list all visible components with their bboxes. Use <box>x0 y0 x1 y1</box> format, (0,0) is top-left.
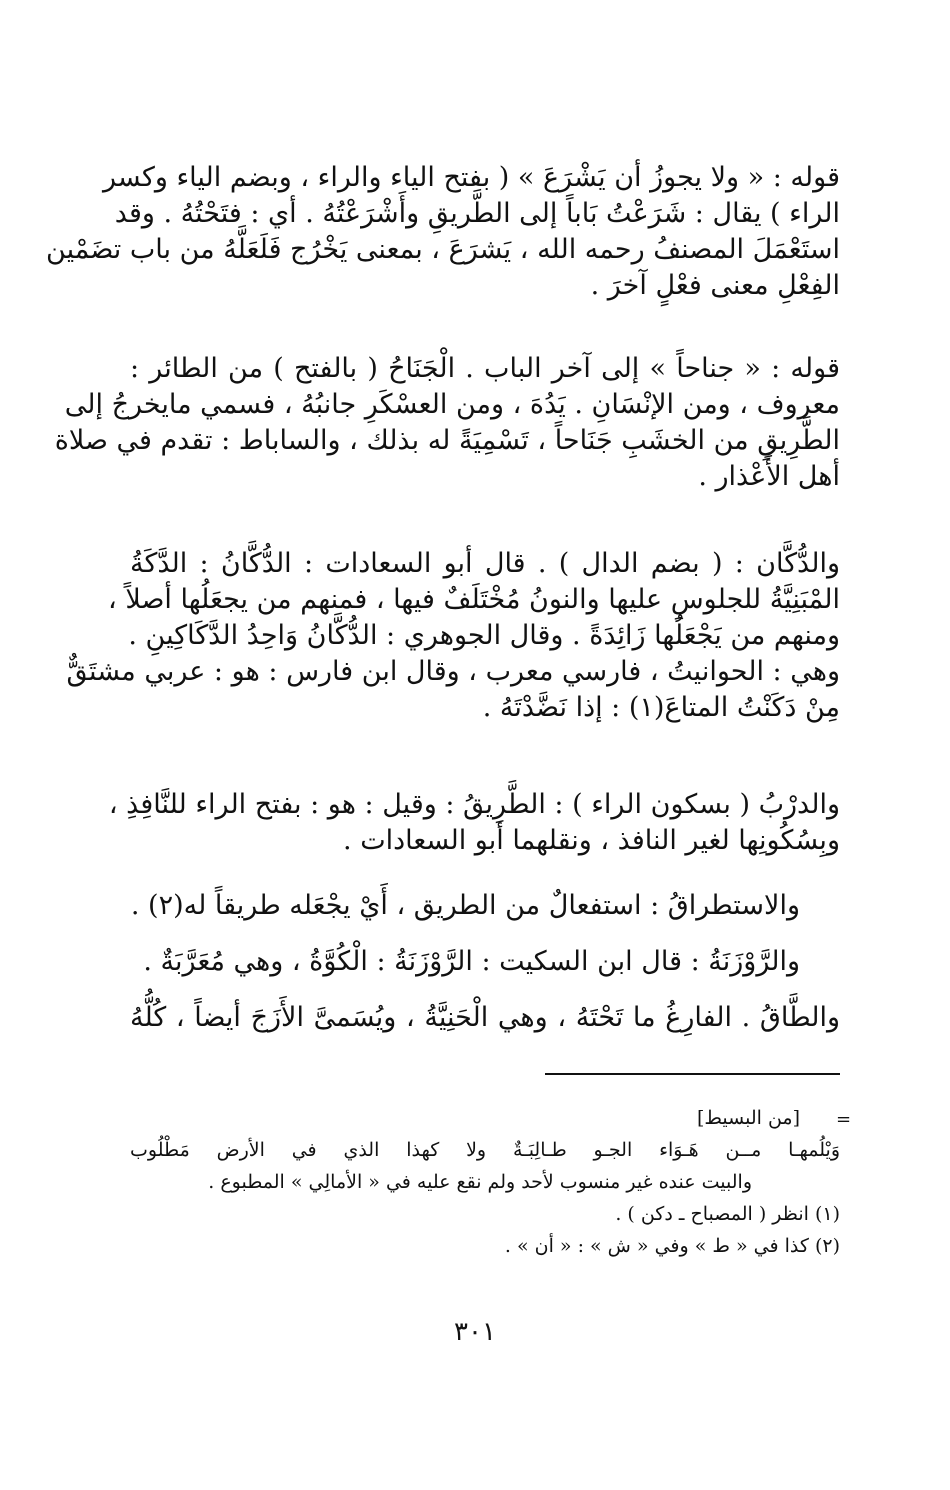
text-line: مِنْ دَكَنْتُ المتاعَ(١) : إذا نَضَّدْتَهُ . <box>482 692 840 723</box>
text-line: والاستطراقُ : استفعالٌ من الطريق ، أَيْ يجْعَله طريقاً له(٢) . <box>130 890 800 921</box>
text-line: والدرْبُ ( بسكون الراء ) : الطَّرِيقُ : وقيل : هو : بفتح الراء للنَّافِذِ ، <box>108 789 840 820</box>
footnote-continuation-marker: = <box>836 1109 852 1130</box>
footnotes <box>130 1102 840 1262</box>
text-line: قوله : « ولا يجوزُ أن يَشْرَعَ » ( بفتح الياء والراء ، وبضم الياء وكسر <box>102 162 840 193</box>
paragraph-rawzana <box>130 944 840 980</box>
text-line: معروف ، ومن الإنْسَانِ . يَدُهَ ، ومن العسْكَرِ جانبُهُ ، فسمي مايخرجُ إلى <box>64 389 840 420</box>
footnote-separator <box>545 1073 840 1075</box>
footnote-meter-label: [من البسيط] <box>696 1107 800 1129</box>
paragraph-istitraq <box>130 888 840 924</box>
text-line: وهي : الحوانيتُ ، فارسي معرب ، وقال ابن فارس : هو : عربي مشتَقٌّ <box>66 656 840 687</box>
text-line: استَعْمَلَ المصنفُ رحمه الله ، يَشرَعَ ، بمعنى يَخْرُج فَلَعَلَّهُ من باب تضَمْين <box>46 234 840 265</box>
text-line: ومنهم من يَجْعَلُها زَائِدَةً . وقال الجوهري : الدُّكَّانُ وَاحِدُ الدَّكَاكِينِ . <box>128 620 840 651</box>
text-line: الطَّرِيقِ من الخشَبِ جَنَاحاً ، تَسْمِيَةً له بذلك ، والساباط : تقدم في صلاة <box>54 425 840 456</box>
paragraph-yashraa <box>46 160 840 304</box>
text-line: الفِعْلِ معنى فعْلٍ آخرَ . <box>590 270 840 301</box>
text-line: أهل الأَعْذار . <box>698 461 840 492</box>
footnote-note: والبيت عنده غير منسوب لأحد ولم نقع عليه في « الأمالِي » المطبوع . <box>208 1171 752 1193</box>
text-line: والطَّاقُ . الفارِغُ ما تَحْتَهُ ، وهي الْحَنِيَّةُ ، ويُسَمىَّ الأَزَجَ أيضاً ، كُلُّهُ <box>130 1002 840 1033</box>
paragraph-darb <box>108 787 840 859</box>
text-line: والدُّكَّان : ( بضم الدال ) . قال أبو السعادات : الدُّكَّانُ : الدَّكَةُ <box>130 548 840 579</box>
text-line: وبِسُكُونِها لغير النافذ ، ونقلهما أبو السعادات . <box>343 825 840 856</box>
footnote-2: (٢) كذا في « ط » وفي « ش » : « أن » . <box>504 1235 840 1257</box>
footnote-verse: وَيْلُمهـا مــن هَـوَاء الجـو طـالِبَـةٌ ولا كهذا الذي في الأرض مَطْلُوب <box>130 1139 840 1161</box>
paragraph-taq <box>130 1000 840 1036</box>
paragraph-janah <box>54 351 840 495</box>
paragraph-dukkan <box>66 546 840 726</box>
text-line: والرَّوْزَنَةُ : قال ابن السكيت : الرَّوْزَنَةُ : الْكُوَّةُ ، وهي مُعَرَّبَةٌ . <box>143 946 800 977</box>
text-line: الراء ) يقال : شَرَعْتُ بَاباً إلى الطَّريقِ وأَشْرَعْتُهُ . أي : فتَحْتُهُ . وقد <box>114 198 840 229</box>
page-number: ٣٠١ <box>454 1317 496 1347</box>
footnote-1: (١) انظر ( المصباح ـ دكن ) . <box>615 1203 840 1225</box>
text-line: قوله : « جناحاً » إلى آخر الباب . الْجَنَاحُ ( بالفتح ) من الطائر : <box>130 353 840 384</box>
text-line: المْبَنِيَّةُ للجلوسِ عليها والنونُ مُخْتَلَفٌ فيها ، فمنهم من يجعَلُها أصلاً ، <box>108 584 840 615</box>
